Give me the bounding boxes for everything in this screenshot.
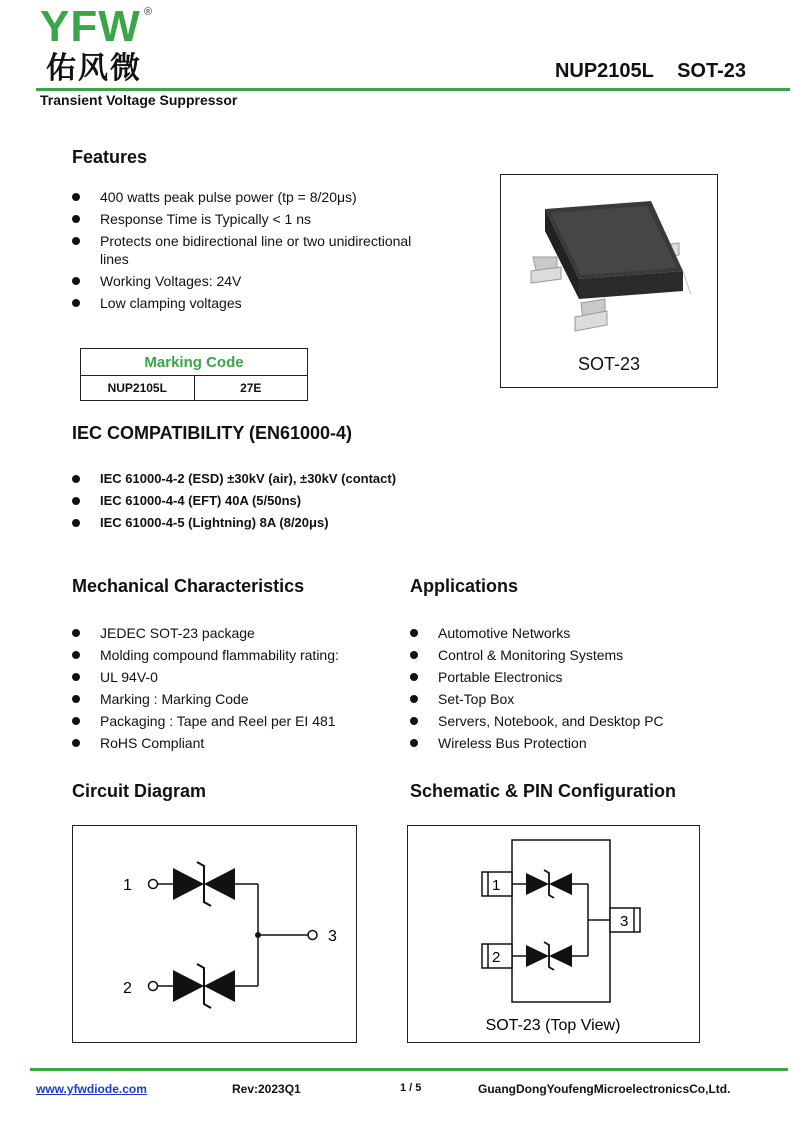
part-title: NUP2105L SOT-23 (554, 60, 746, 82)
footer-divider (30, 1068, 788, 1071)
list-item: Wireless Bus Protection (410, 734, 750, 752)
features-list (72, 188, 432, 316)
document-subtitle: Transient Voltage Suppressor (40, 92, 238, 108)
list-item: Protects one bidirectional line or two unidirectional lines (72, 232, 432, 268)
applications-list (410, 624, 750, 756)
bullet-icon (72, 673, 80, 681)
bullet-icon (72, 739, 80, 747)
list-item: Low clamping voltages (72, 294, 432, 312)
circuit-diagram (73, 826, 356, 1042)
list-item: Molding compound flammability rating: (72, 646, 392, 664)
bullet-icon (72, 497, 80, 505)
schematic-box (407, 825, 700, 1043)
bullet-icon (410, 739, 418, 747)
bullet-icon (72, 651, 80, 659)
bullet-icon (410, 673, 418, 681)
list-item: RoHS Compliant (72, 734, 392, 752)
package-image-box (500, 174, 718, 388)
schematic-diagram (408, 826, 699, 1042)
schematic-caption: SOT-23 (Top View) (485, 1017, 621, 1034)
company-name: GuangDongYoufengMicroelectronicsCo,Ltd. (478, 1082, 731, 1096)
pin-label-2: 2 (123, 980, 132, 997)
bullet-icon (72, 695, 80, 703)
list-item: Portable Electronics (410, 668, 750, 686)
logo-chinese: 佑风微 (46, 51, 142, 86)
tvs-diode-icon (173, 862, 235, 906)
bullet-icon (410, 651, 418, 659)
list-item: JEDEC SOT-23 package (72, 624, 392, 642)
bullet-icon (72, 237, 80, 245)
pin-label-3: 3 (328, 928, 337, 945)
mechanical-heading: Mechanical Characteristics (72, 576, 305, 596)
list-item: IEC 61000-4-4 (EFT) 40A (5/50ns) (72, 492, 492, 510)
marking-code-cell: 27E (194, 376, 308, 401)
list-item: UL 94V-0 (72, 668, 392, 686)
iec-heading: IEC COMPATIBILITY (EN61000-4) (72, 423, 353, 443)
schematic-heading: Schematic & PIN Configuration (410, 781, 677, 801)
applications-heading: Applications (410, 576, 519, 596)
list-item: Automotive Networks (410, 624, 750, 642)
list-item: Servers, Notebook, and Desktop PC (410, 712, 750, 730)
pin-label-2: 2 (492, 949, 501, 966)
bullet-icon (72, 475, 80, 483)
bullet-icon (72, 519, 80, 527)
circuit-heading: Circuit Diagram (72, 781, 207, 801)
bullet-icon (410, 695, 418, 703)
bullet-icon (410, 629, 418, 637)
list-item: Response Time is Typically < 1 ns (72, 210, 432, 228)
circuit-diagram-box (72, 825, 357, 1043)
logo-text: YFW (40, 2, 141, 51)
marking-code-header: Marking Code (81, 349, 308, 376)
pin-label-1: 1 (492, 877, 501, 894)
features-heading: Features (72, 147, 148, 167)
sot23-package-icon (501, 175, 716, 345)
pin-label-3: 3 (620, 913, 629, 930)
registered-mark: ® (144, 6, 153, 18)
tvs-diode-icon (173, 964, 235, 1008)
pin-label-1: 1 (123, 877, 132, 894)
iec-list (72, 470, 492, 536)
bullet-icon (410, 717, 418, 725)
list-item: Marking : Marking Code (72, 690, 392, 708)
list-item: IEC 61000-4-5 (Lightning) 8A (8/20μs) (72, 514, 492, 532)
header-divider (36, 88, 790, 91)
bullet-icon (72, 299, 80, 307)
list-item: Set-Top Box (410, 690, 750, 708)
revision-text: Rev:2023Q1 (232, 1082, 301, 1096)
website-link[interactable]: www.yfwdiode.com (36, 1082, 147, 1096)
package-label: SOT-23 (577, 354, 641, 374)
list-item: 400 watts peak pulse power (tp = 8/20μs) (72, 188, 432, 206)
list-item: Control & Monitoring Systems (410, 646, 750, 664)
page-number: 1 / 5 (400, 1082, 422, 1094)
bullet-icon (72, 629, 80, 637)
bullet-icon (72, 277, 80, 285)
list-item: Packaging : Tape and Reel per EI 481 (72, 712, 392, 730)
bullet-icon (72, 215, 80, 223)
marking-part-cell: NUP2105L (81, 376, 195, 401)
list-item: IEC 61000-4-2 (ESD) ±30kV (air), ±30kV (contact) (72, 470, 492, 488)
marking-code-table (80, 348, 308, 401)
mechanical-list (72, 624, 392, 756)
bullet-icon (72, 193, 80, 201)
list-item: Working Voltages: 24V (72, 272, 432, 290)
bullet-icon (72, 717, 80, 725)
